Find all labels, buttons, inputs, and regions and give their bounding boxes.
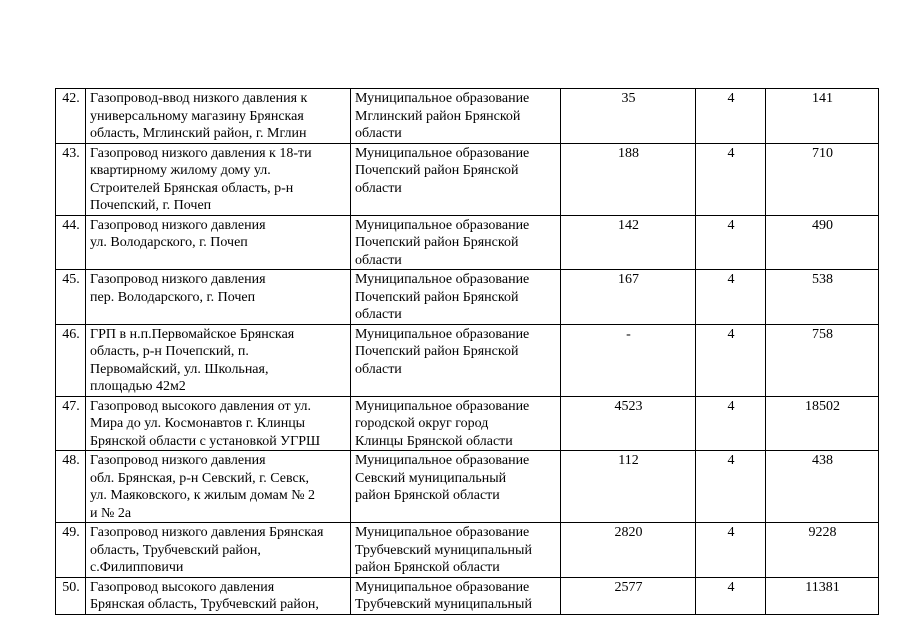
owner-name: Муниципальное образование Почепский район Брянской области [355,145,530,196]
group-value: 4 [727,398,735,414]
table-row [56,523,879,578]
cost-value: 18502 [805,398,840,414]
object-name-cell [86,396,351,451]
row-number: 46. [62,326,80,342]
owner-name-cell [351,143,561,215]
group-value-cell [696,215,766,270]
row-number: 47. [62,398,80,414]
object-name: Газопровод высокого давления Брянская область, Трубчевский район, [90,579,319,612]
owner-name: Муниципальное образование Почепский район Брянской области [355,217,530,268]
row-number-cell [56,89,86,144]
length-value-cell [561,215,696,270]
object-name: Газопровод-ввод низкого давления к универсальному магазину Брянская область, Мглинский район, г. Мглин [90,91,308,141]
group-value-cell [696,577,766,614]
object-name-cell [86,215,351,270]
group-value: 4 [727,217,735,233]
row-number-cell [56,270,86,325]
length-value: - [626,326,631,342]
owner-name-cell [351,577,561,614]
group-value: 4 [727,272,735,287]
cost-value-cell [766,396,879,451]
row-number: 43. [62,145,80,161]
table-row [56,577,879,614]
object-name-cell [86,143,351,215]
cost-value-cell [766,270,879,325]
length-value-cell [561,143,696,215]
object-name: Газопровод низкого давления обл. Брянская, р-н Севский, г. Севск, ул. Маяковского, к жилым домам № 2 и № 2а [90,453,316,521]
length-value: 2820 [614,525,643,540]
owner-name: Муниципальное образование Почепский район Брянской области [355,272,530,322]
length-value-cell [561,89,696,144]
owner-name: Муниципальное образование Севский муниципальный район Брянской области [355,453,530,503]
row-number: 44. [62,217,80,233]
group-value: 4 [727,525,735,540]
length-value-cell [561,270,696,325]
group-value-cell [696,396,766,451]
owner-name: Муниципальное образование Почепский район Брянской области [355,326,530,377]
owner-name: Муниципальное образование Трубчевский муниципальный [355,579,532,612]
cost-value: 438 [812,453,833,468]
table-row [56,270,879,325]
owner-name-cell [351,270,561,325]
row-number: 48. [62,453,80,468]
length-value-cell [561,396,696,451]
row-number-cell [56,451,86,523]
row-number-cell [56,215,86,270]
group-value-cell [696,451,766,523]
owner-name: Муниципальное образование городской округ город Клинцы Брянской области [355,398,530,449]
object-name-cell [86,324,351,396]
cost-value-cell [766,89,879,144]
length-value-cell [561,324,696,396]
cost-value: 141 [812,91,833,106]
row-number-cell [56,324,86,396]
cost-value: 9228 [808,525,837,540]
cost-value-cell [766,523,879,578]
table-row [56,324,879,396]
group-value-cell [696,143,766,215]
object-name-cell [86,577,351,614]
cost-value-cell [766,215,879,270]
owner-name: Муниципальное образование Трубчевский муниципальный район Брянской области [355,525,532,575]
object-name-cell [86,451,351,523]
cost-value-cell [766,577,879,614]
group-value-cell [696,89,766,144]
cost-value-cell [766,143,879,215]
row-number: 42. [62,91,80,106]
cost-value-cell [766,324,879,396]
length-value: 4523 [614,398,643,414]
owner-name-cell [351,215,561,270]
row-number-cell [56,396,86,451]
row-number-cell [56,523,86,578]
length-value: 167 [618,272,639,287]
table-row [56,89,879,144]
row-number-cell [56,143,86,215]
cost-value: 490 [812,217,833,233]
length-value: 2577 [614,579,643,595]
property-table-body [56,89,879,615]
object-name: Газопровод высокого давления от ул. Мира до ул. Космонавтов г. Клинцы Брянской области с установкой УГРШ [90,398,321,449]
object-name: Газопровод низкого давления пер. Володарского, г. Почеп [90,272,266,305]
owner-name-cell [351,451,561,523]
length-value-cell [561,523,696,578]
length-value: 112 [618,453,639,468]
object-name: ГРП в н.п.Первомайское Брянская область, р-н Почепский, п. Первомайский, ул. Школьная, площадью 42м2 [90,326,295,394]
property-table [55,88,879,615]
cost-value: 710 [812,145,833,161]
object-name-cell [86,270,351,325]
cost-value: 11381 [805,579,840,595]
table-row [56,451,879,523]
row-number: 50. [62,579,80,595]
group-value: 4 [727,579,735,595]
owner-name-cell [351,324,561,396]
row-number: 49. [62,525,80,540]
table-row [56,396,879,451]
cost-value: 538 [812,272,833,287]
cost-value: 758 [812,326,833,342]
object-name-cell [86,89,351,144]
row-number-cell [56,577,86,614]
group-value: 4 [727,453,735,468]
length-value: 142 [618,217,639,233]
group-value: 4 [727,91,735,106]
owner-name-cell [351,89,561,144]
group-value-cell [696,324,766,396]
group-value-cell [696,270,766,325]
length-value: 188 [618,145,639,161]
owner-name-cell [351,523,561,578]
table-row [56,143,879,215]
length-value-cell [561,577,696,614]
owner-name: Муниципальное образование Мглинский район Брянской области [355,91,530,141]
length-value-cell [561,451,696,523]
owner-name-cell [351,396,561,451]
table-row [56,215,879,270]
cost-value-cell [766,451,879,523]
object-name: Газопровод низкого давления ул. Володарского, г. Почеп [90,217,266,250]
group-value: 4 [727,326,735,342]
object-name: Газопровод низкого давления Брянская область, Трубчевский район, с.Филипповичи [90,525,324,575]
object-name-cell [86,523,351,578]
row-number: 45. [62,272,80,287]
object-name: Газопровод низкого давления к 18-ти квартирному жилому дому ул. Строителей Брянская область, р-н Почепский, г. Почеп [90,145,312,213]
group-value: 4 [727,145,735,161]
length-value: 35 [621,91,636,106]
group-value-cell [696,523,766,578]
